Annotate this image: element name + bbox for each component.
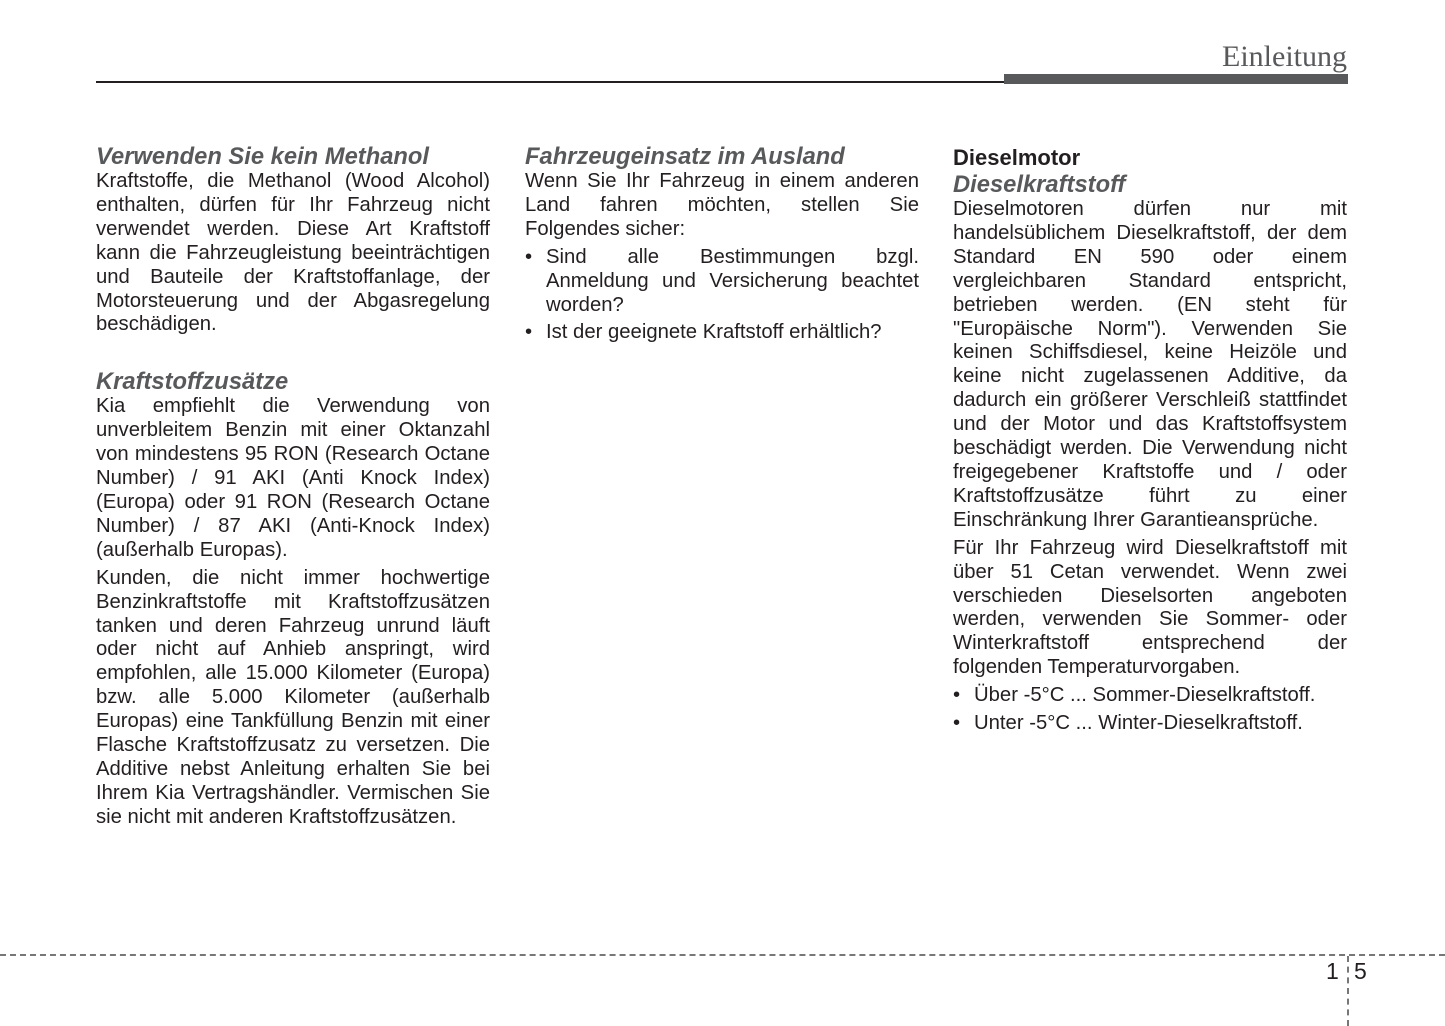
paragraph: Dieselmotoren dürfen nur mit handelsüblichem Dieselkraftstoff, der dem Standard EN 590 oder einem vergleichbaren Standard entspricht, betrieben werden. (EN steht für "Europäische Norm"). Verwenden Sie keinen Schiffsdiesel, keine Heizöle und keine nicht zugelassenen Additive, da dadurch ein größerer Verschleiß stattfindet und der Motor und das Kraftstoffsystem beschädigt werden. Die Verwendung nicht freigegebener Kraftstoffe und / oder Kraftstoffzusätze führt zu einer Einschränkung Ihrer Garantieansprüche.	[953, 198, 1347, 531]
list-item: • Unter -5°C ... Winter-Dieselkraftstoff.	[953, 712, 1347, 736]
subheading-diesel-fuel: Dieselkraftstoff	[953, 171, 1126, 198]
list-item: • Ist der geeignete Kraftstoff erhältlich?	[525, 321, 919, 345]
subheading-additives: Kraftstoffzusätze	[96, 368, 289, 396]
list-item: • Über -5°C ... Sommer-Dieselkraftstoff.	[953, 684, 1347, 708]
footer-dashed-rule	[0, 954, 1445, 956]
paragraph: Wenn Sie Ihr Fahrzeug in einem anderen Land fahren möchten, stellen Sie Folgendes sicher:	[525, 170, 919, 240]
subheading-abroad: Fahrzeugeinsatz im Ausland	[525, 143, 845, 170]
section-title: Einleitung	[1222, 40, 1347, 73]
column-2	[525, 144, 919, 349]
bullet-list	[525, 246, 919, 346]
column-3	[953, 144, 1347, 740]
heading-diesel-engine: Dieselmotor	[953, 145, 1081, 170]
paragraph: Kraftstoffe, die Methanol (Wood Alcohol) enthalten, dürfen für Ihr Fahrzeug nicht verwendet werden. Diese Art Kraftstoff kann die Fahrzeugleistung beeinträchtigen und Bauteile der Kraftstoffanlage, der Motorsteuerung und der Abgasregelung beschädigen.	[96, 170, 490, 336]
bullet-list	[953, 684, 1347, 736]
list-item: • Sind alle Bestimmungen bzgl. Anmeldung und Versicherung beachtet worden?	[525, 246, 919, 318]
paragraph: Kunden, die nicht immer hochwertige Benzinkraftstoffe mit Kraftstoffzusätzen tanken und deren Fahrzeug unrund läuft oder nicht auf Anhieb anspringt, wird empfohlen, alle 15.000 Kilometer (Europa) bzw. alle 5.000 Kilometer (außerhalb Europas) eine Tankfüllung Benzin mit einer Flasche Kraftstoffzusatz zu versetzen. Die Additive nebst Anleitung erhalten Sie bei Ihrem Kia Vertragshändler. Vermischen Sie sie nicht mit anderen Kraftstoffzusätzen.	[96, 566, 490, 828]
column-1	[96, 144, 490, 834]
footer-dashed-divider	[1347, 956, 1349, 1026]
chapter-number: 1	[1326, 958, 1339, 984]
subheading-methanol: Verwenden Sie kein Methanol	[96, 143, 430, 170]
paragraph: Für Ihr Fahrzeug wird Dieselkraftstoff mit über 51 Cetan verwendet. Wenn zwei verschieden Dieselsorten angeboten werden, verwenden Sie Sommer- oder Winterkraftstoff entsprechend der folgenden Temperaturvorgaben.	[953, 536, 1347, 679]
page-number: 5	[1354, 958, 1367, 984]
header-bar	[1004, 74, 1348, 84]
paragraph: Kia empfiehlt die Verwendung von unverbleitem Benzin mit einer Oktanzahl von mindestens 95 RON (Research Octane Number) / 91 AKI (Anti Knock Index) (Europa) oder 91 RON (Research Octane Number) / 87 AKI (Anti-Knock Index) (außerhalb Europas).	[96, 395, 490, 561]
